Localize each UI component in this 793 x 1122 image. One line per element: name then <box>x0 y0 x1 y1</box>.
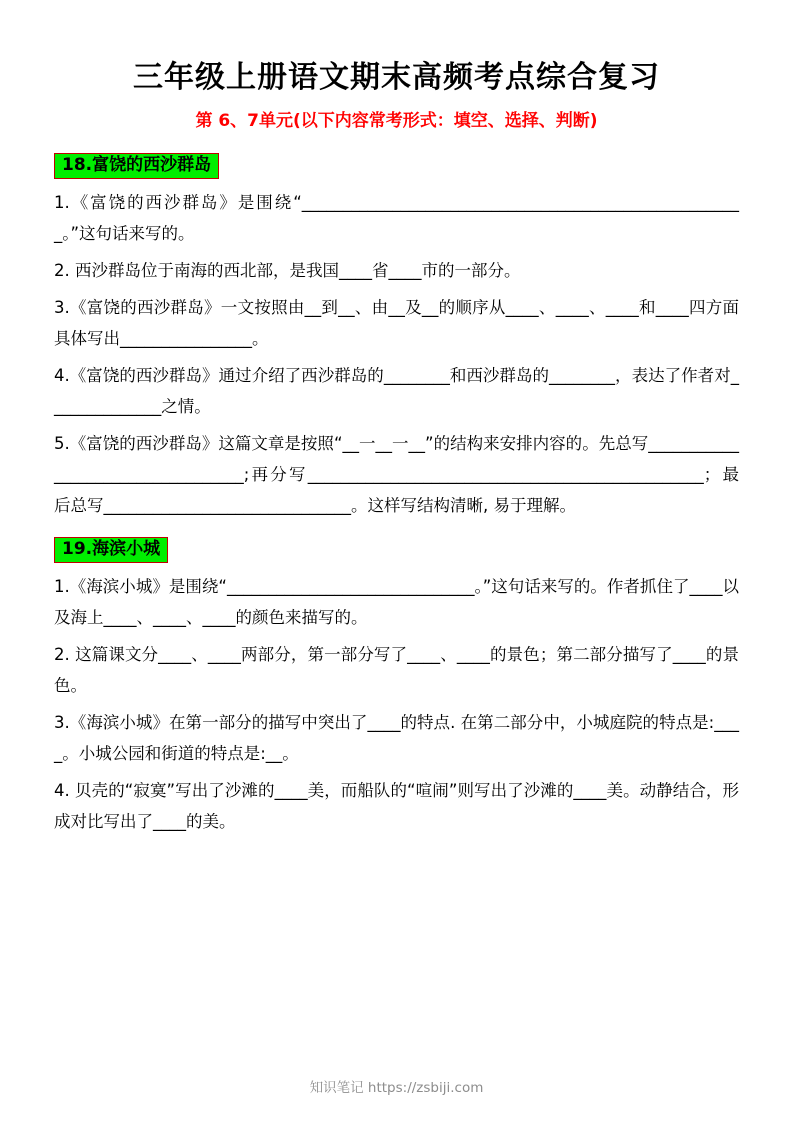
question-item: 1.《海滨小城》是围绕“______________________________。”这句话来写的。作者抓住了____以及海上____、____、____的颜色来描写的。 <box>54 577 739 627</box>
question-item: 3.《海滨小城》在第一部分的描写中突出了____的特点. 在第二部分中，小城庭院的特点是:____。小城公园和街道的特点是:__。 <box>54 713 739 763</box>
section-2-heading-wrap <box>54 527 739 571</box>
section-1-heading-wrap <box>54 143 739 187</box>
question-item: 3.《富饶的西沙群岛》一文按照由__到__、由__及__的顺序从____、____、____和____四方面具体写出________________。 <box>54 298 739 348</box>
question-item: 2. 西沙群岛位于南海的西北部，是我国____省____市的一部分。 <box>54 261 521 280</box>
page-title: 三年级上册语文期末高频考点综合复习 <box>133 60 660 95</box>
question-item: 5.《富饶的西沙群岛》这篇文章是按照“__一__一__”的结构来安排内容的。先总写__________________________________;再分写________________________________________________；最后总写______________________________。这样写结构清晰, 易于理解。 <box>54 434 739 515</box>
question-item: 1.《富饶的西沙群岛》是围绕“______________________________________________________。”这句话来写的。 <box>54 193 739 243</box>
page-subtitle: 第 6、7单元(以下内容常考形式：填空、选择、判断) <box>195 111 598 131</box>
page-footer: 知识笔记 https://zsbiji.com <box>309 1080 484 1096</box>
section-heading-19: 19.海滨小城 <box>54 537 168 563</box>
question-item: 2. 这篇课文分____、____两部分，第一部分写了____、____的景色；第二部分描写了____的景色。 <box>54 645 739 695</box>
question-item: 4. 贝壳的“寂寞”写出了沙滩的____美，而船队的“喧闹”则写出了沙滩的____美。动静结合，形成对比写出了____的美。 <box>54 781 739 831</box>
section-heading-18: 18.富饶的西沙群岛 <box>54 153 219 179</box>
question-item: 4.《富饶的西沙群岛》通过介绍了西沙群岛的________和西沙群岛的________，表达了作者对______________之情。 <box>54 366 739 416</box>
